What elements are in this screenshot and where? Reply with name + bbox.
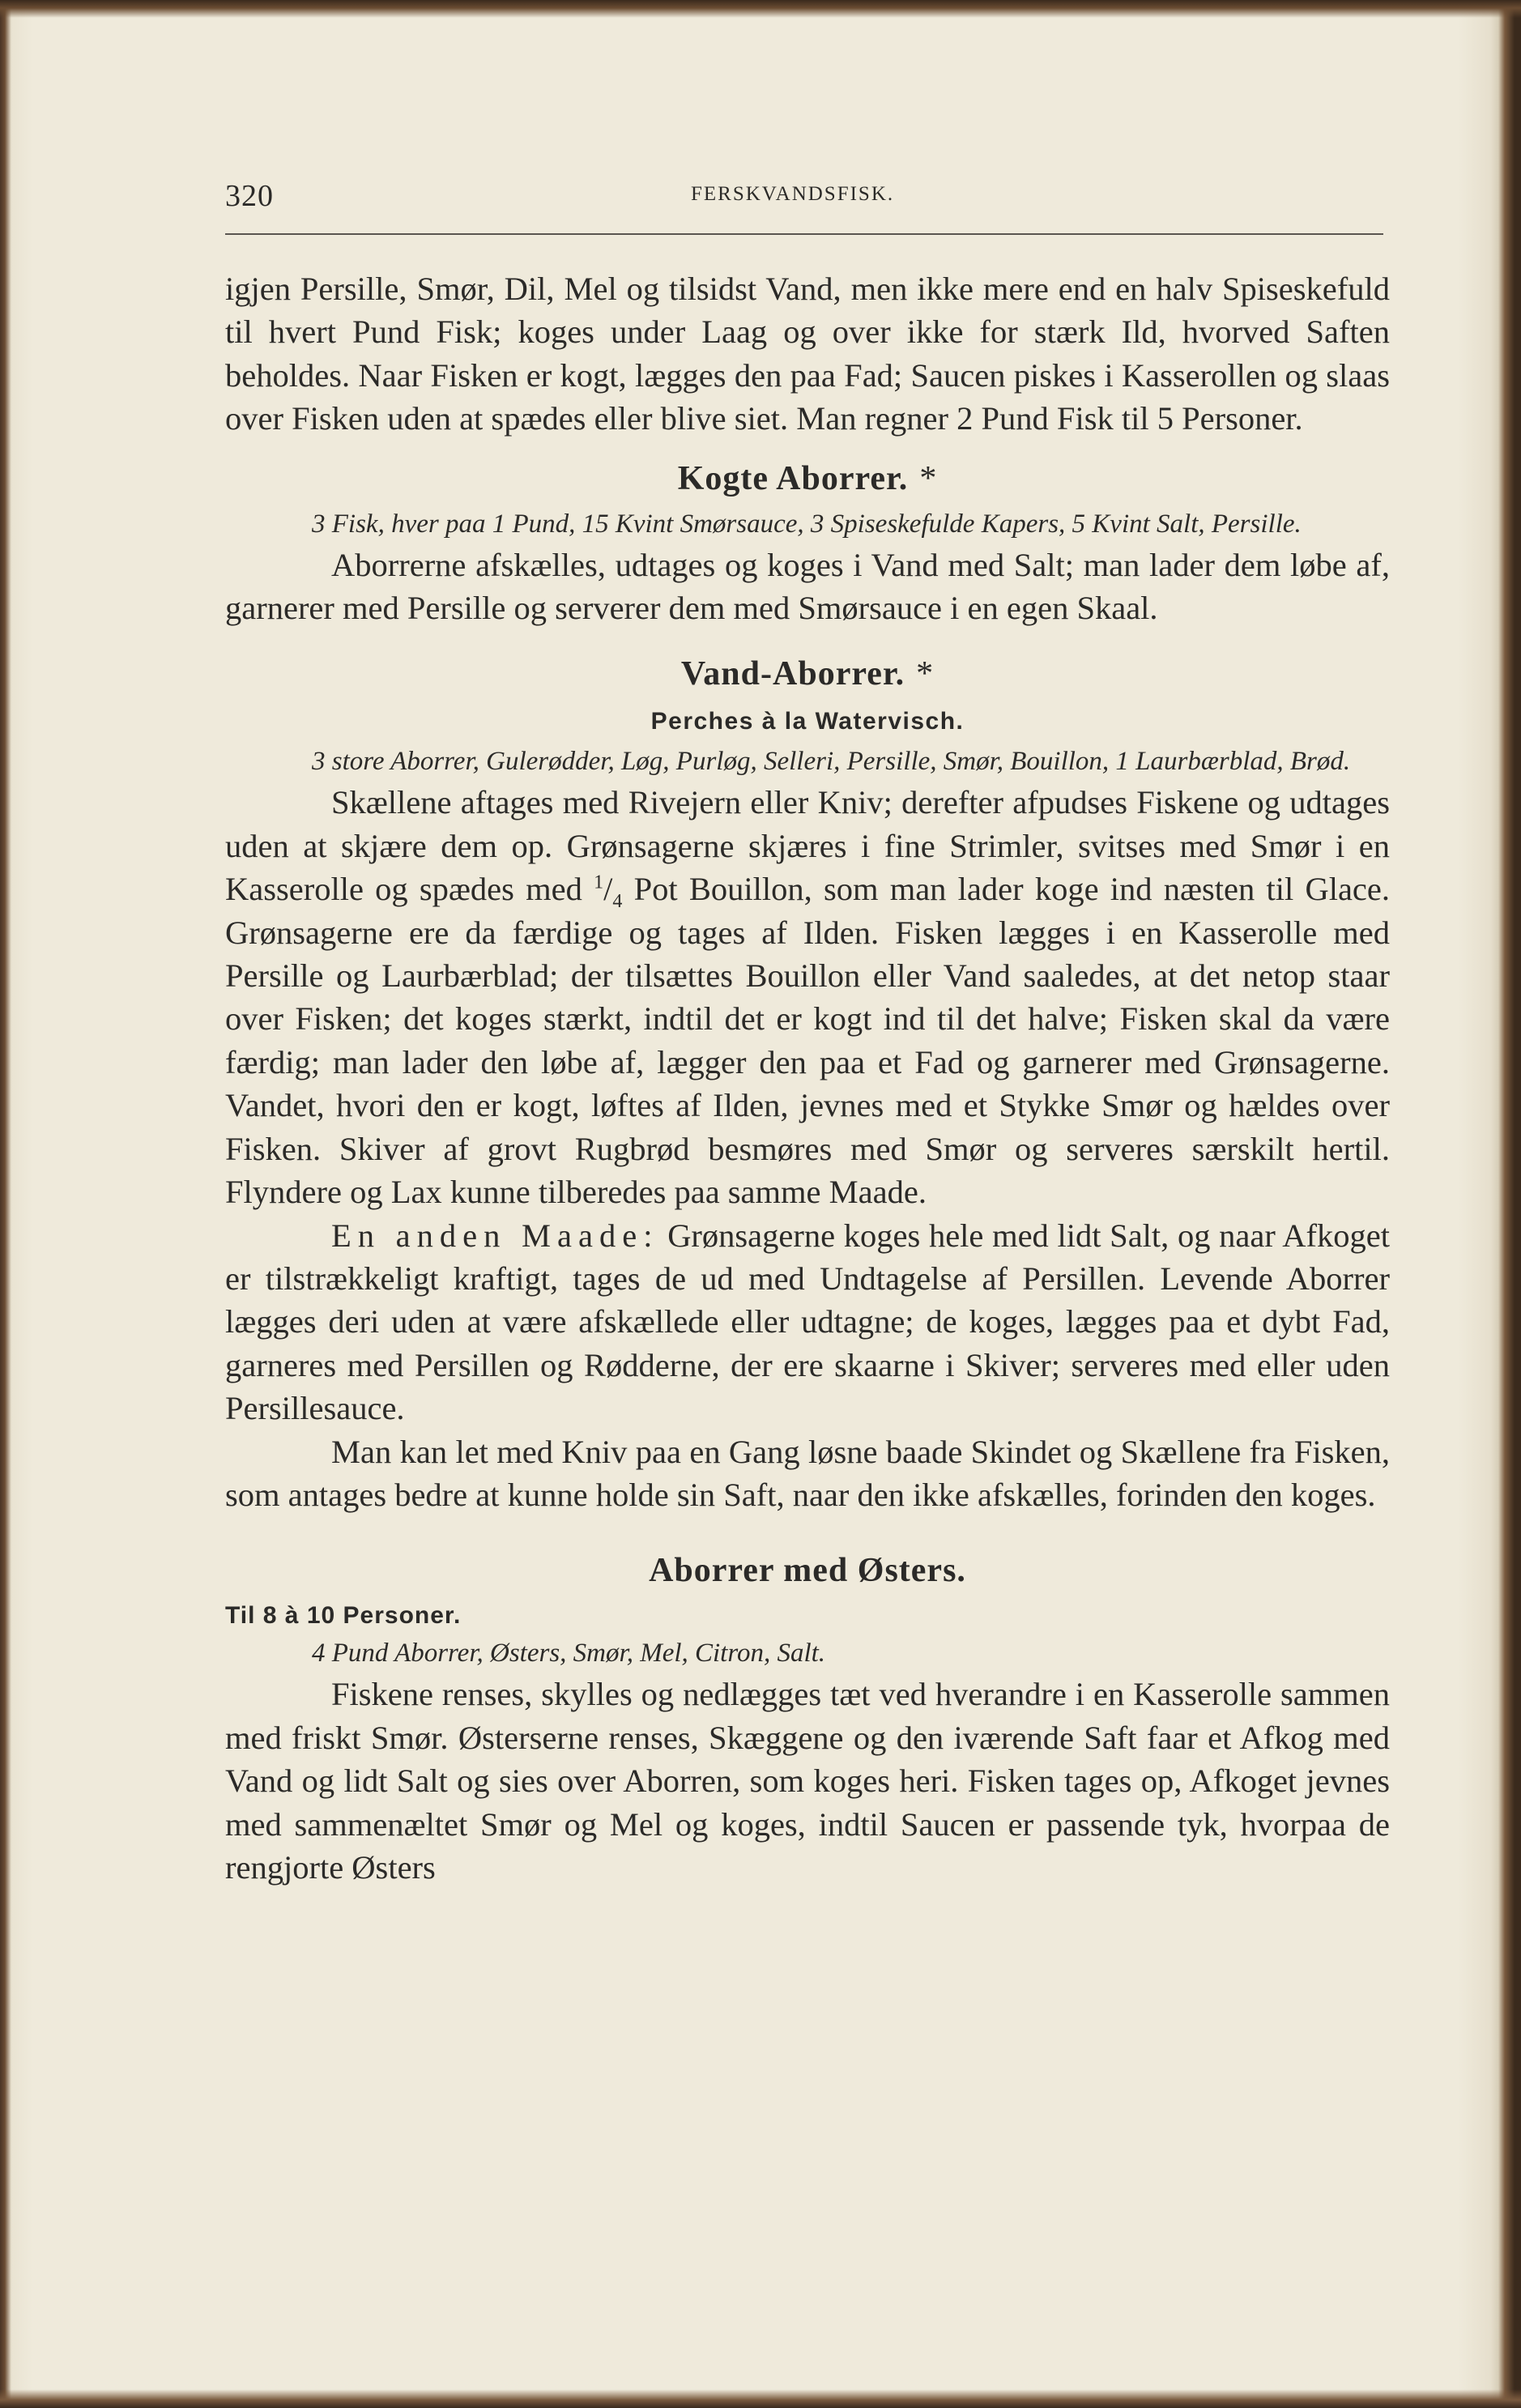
recipe-title-text: Kogte Aborrer. [677, 459, 909, 497]
method-text-start: Skællene aftages med Rivejern eller Kniv; derefter afpudses Fiskene og udtages uden at skjære dem op. Grønsagerne skjæres i fine Strimler, svitses med Smør i en Kasserolle og spædes med [225, 784, 1390, 908]
method-kogte-aborrer: Aborrerne afskælles, udtages og koges i Vand med Salt; man lader dem løbe af, garnerer med Persille og serverer dem med Smørsauce i en egen Skaal. [225, 546, 1390, 627]
method-vand-aborrer-1 [225, 781, 1390, 1213]
ingredients-kogte-aborrer: 3 Fisk, hver paa 1 Pund, 15 Kvint Smørsauce, 3 Spiseskefulde Kapers, 5 Kvint Salt, Persille. [312, 509, 1302, 539]
star-mark: * [919, 459, 938, 497]
french-title-vand-aborrer: Perches à la Watervisch. [650, 708, 965, 735]
intro-paragraph: igjen Persille, Smør, Dil, Mel og tilsidst Vand, men ikke mere end en halv Spiseskefuld til hvert Pund Fisk; koges under Laag og over ikke for stærk Ild, hvorved Saften beholdes. Naar Fisken er kogt, lægges den paa Fad; Saucen piskes i Kasserollen og slaas over Fisken uden at spædes eller blive siet. Man regner 2 Pund Fisk til 5 Personer. [225, 271, 1390, 437]
fraction-quarter: $^1/_4$ [594, 871, 623, 913]
alternative-method-text: Grønsagerne koges hele med lidt Salt, og naar Afkoget er tilstrækkeligt kraftigt, tages de ud med Undtagelse af Persillen. Levende Aborrer lægges deri uden at være afskællede eller udtagne; de koges, lægges paa et dybt Fad, garneres med Persillen og Rødderne, der ere skaarne i Skiver; serveres med eller uden Persillesauce. [225, 1217, 1391, 1427]
recipe-title-aborrer-med-osters: Aborrer med Østers. [649, 1552, 966, 1590]
fraction-denominator: 4 [612, 891, 623, 913]
method-text-end: Pot Bouillon, som man lader koge ind næsten til Glace. Grønsagerne ere da færdige og tages af Ilden. Fisken lægges i en Kasserolle med Persille og Laurbærblad; der tilsættes Bouillon eller Vand saaledes, at det netop staar over Fisken; det koges stærkt, indtil det er kogt ind til det halve; Fisken skal da være færdig; man lader den løbe af, lægger den paa et Fad og garnerer med Grønsagerne. Vandet, hvori den er kogt, løftes af Ilden, jevnes med et Stykke Smør og hældes over Fisken. Skiver af grovt Rugbrød besmøres med Smør og serveres særskilt hertil. Flyndere og Lax kunne tilberedes paa samme Maade. [225, 871, 1391, 1211]
ingredients-vand-aborrer: 3 store Aborrer, Gulerødder, Løg, Purløg, Selleri, Persille, Smør, Bouillon, 1 Laurbærblad, Brød. [312, 747, 1351, 777]
alternative-method-label: En anden Maade: [331, 1217, 659, 1254]
running-title: FERSKVANDSFISK. [691, 183, 895, 205]
page-text [225, 267, 1390, 1889]
recipe-title-vand-aborrer [225, 650, 1390, 697]
method-vand-aborrer-3: Man kan let med Kniv paa en Gang løsne baade Skindet og Skællene fra Fisken, som antages bedre at kunne holde sin Saft, naar den ikke afskælles, forinden den koges. [225, 1433, 1390, 1513]
method-vand-aborrer-2 [225, 1214, 1390, 1430]
running-head [225, 172, 1383, 220]
servings-label: Til 8 à 10 Personer. [225, 1602, 462, 1630]
page-number: 320 [225, 179, 274, 213]
recipe-title-text: Vand-Aborrer. [680, 655, 905, 693]
ingredients-aborrer-med-osters: 4 Pund Aborrer, Østers, Smør, Mel, Citron, Salt. [312, 1639, 826, 1669]
star-mark: * [916, 655, 935, 693]
header-rule [225, 233, 1383, 235]
fraction-numerator: 1 [594, 872, 604, 893]
method-aborrer-med-osters: Fiskene renses, skylles og nedlægges tæt ved hverandre i en Kasserolle sammen med friskt Smør. Østerserne renses, Skæggene og den iværende Saft faar et Afkog med Vand og lidt Salt og sies over Aborren, som koges heri. Fisken tages op, Afkoget jevnes med sammenæltet Smør og Mel og koges, indtil Saucen er passende tyk, hvorpaa de rengjorte Østers [225, 1676, 1390, 1886]
recipe-title-kogte-aborrer [225, 455, 1390, 502]
